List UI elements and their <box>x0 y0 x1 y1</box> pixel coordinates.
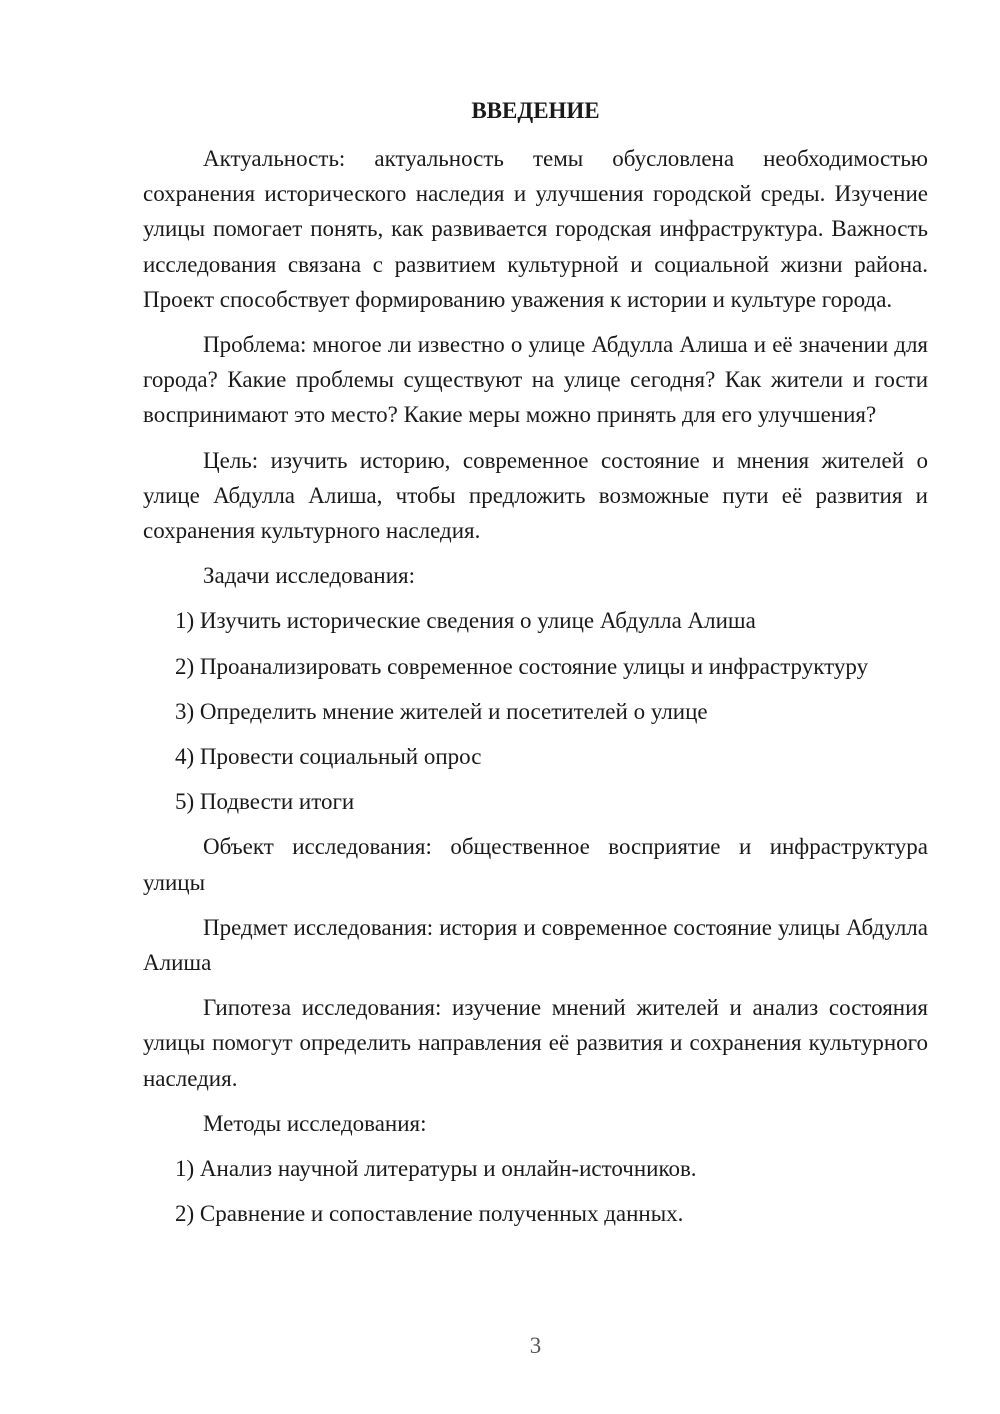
methods-heading: Методы исследования: <box>203 1110 427 1136</box>
problem-paragraph: Проблема: многое ли известно о улице Абдулла Алиша и её значении для города? Какие проблемы существуют на улице сегодня? Как жители и гости воспринимают это место? Какие меры можно принять для его улучшения? <box>143 332 928 428</box>
document-page <box>143 0 928 1414</box>
list-item: 4) Провести социальный опрос <box>175 744 482 770</box>
list-item: 1) Анализ научной литературы и онлайн-источников. <box>175 1156 697 1182</box>
tasks-heading: Задачи исследования: <box>203 563 416 589</box>
relevance-paragraph: Актуальность: актуальность темы обусловлена необходимостью сохранения исторического наследия и улучшения городской среды. Изучение улицы помогает понять, как развивается городская инфраструктура. Важность исследования связана с развитием культурной и социальной жизни района. Проект способствует формированию уважения к истории и культуре города. <box>143 146 928 312</box>
list-item: 1) Изучить исторические сведения о улице Абдулла Алиша <box>175 608 756 634</box>
methods-list <box>143 1151 928 1231</box>
list-item: 2) Сравнение и сопоставление полученных данных. <box>175 1201 684 1227</box>
object-paragraph: Объект исследования: общественное восприятие и инфраструктура улицы <box>143 834 928 895</box>
page-title: ВВЕДЕНИЕ <box>471 98 600 123</box>
list-item: 2) Проанализировать современное состояние улицы и инфраструктуру <box>175 653 869 679</box>
hypothesis-paragraph: Гипотеза исследования: изучение мнений жителей и анализ состояния улицы помогут определить направления её развития и сохранения культурного наследия. <box>143 995 928 1091</box>
list-item: 5) Подвести итоги <box>175 789 355 815</box>
goal-paragraph: Цель: изучить историю, современное состояние и мнения жителей о улице Абдулла Алиша, чтобы предложить возможные пути её развития и сохранения культурного наследия. <box>143 447 928 544</box>
page-number: 3 <box>529 1333 542 1358</box>
tasks-list <box>143 603 928 819</box>
subject-paragraph: Предмет исследования: история и современное состояние улицы Абдулла Алиша <box>143 914 928 976</box>
list-item: 3) Определить мнение жителей и посетителей о улице <box>175 698 708 724</box>
document-body <box>143 141 928 1231</box>
